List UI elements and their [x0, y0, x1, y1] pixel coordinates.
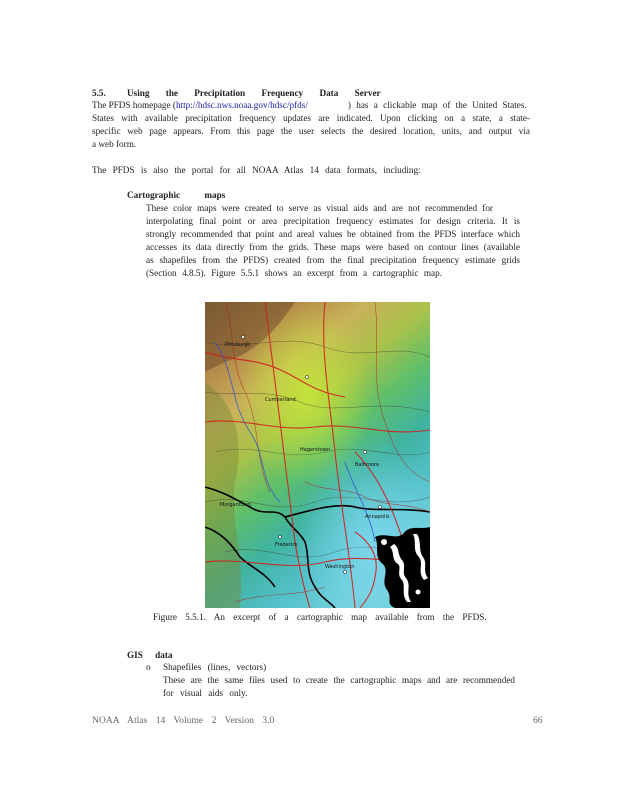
intro-line-4: a web form. — [92, 139, 137, 149]
map-label: Baltimore — [355, 462, 380, 468]
cartographic-heading: Cartographic maps — [127, 190, 226, 200]
map-label: Hagerstown — [300, 447, 331, 453]
cartographic-map-figure — [205, 302, 430, 608]
intro-text-b: ) has a clickable map of the United States. — [347, 100, 527, 110]
gis-line-1: These are the same files used to create the cartographic maps and are recommended — [163, 675, 515, 685]
cartographic-line-5: as shapefiles from the PFDS) created from the final precipitation frequency estimate grids — [146, 255, 520, 265]
footer-title: NOAA Atlas 14 Volume 2 Version 3.0 — [92, 715, 275, 726]
gis-line-2: for visual aids only. — [163, 688, 248, 698]
cartographic-line-3: strongly recommended that point and areal values be obtained from the PFDS interface which — [146, 229, 520, 239]
intro-text-a: The PFDS homepage ( — [92, 100, 176, 110]
intro-line-3: specific web page appears. From this page the user selects the desired location, units, and output via — [92, 126, 530, 136]
figure-caption: Figure 5.5.1. An excerpt of a cartographic map available from the PFDS. — [153, 612, 487, 622]
shapefiles-heading: Shapefiles (lines, vectors) — [163, 662, 267, 672]
map-label: Morgantown — [220, 502, 252, 508]
map-label: Pittsburgh — [225, 342, 251, 348]
map-label: Cumberland — [265, 397, 296, 403]
map-label: Annapolis — [365, 514, 390, 520]
portal-text: The PFDS is also the portal for all NOAA Atlas 14 data formats, including: — [92, 165, 421, 175]
cartographic-line-6: (Section 4.8.5). Figure 5.5.1 shows an excerpt from a cartographic map. — [146, 268, 442, 278]
section-title: Using the Precipitation Frequency Data Server — [127, 88, 381, 98]
page-number: 66 — [533, 715, 543, 726]
map-label: Frederick — [275, 542, 298, 548]
cartographic-line-1: These color maps were created to serve as visual aids and are not recommended for — [146, 203, 493, 213]
cartographic-line-2: interpolating final point or area precipitation frequency estimates for design criteria. It is — [146, 216, 520, 226]
sub-bullet-icon: o — [146, 662, 151, 672]
intro-line-1 — [92, 99, 530, 112]
gis-heading: GIS data — [127, 650, 173, 660]
pfds-homepage-link[interactable]: http://hdsc.nws.noaa.gov/hdsc/pfds/ — [175, 100, 308, 110]
cartographic-line-4: accesses its data directly from the grids. These maps were based on contour lines (available — [146, 242, 520, 252]
section-number: 5.5. — [92, 88, 106, 98]
intro-line-2: States with available precipitation frequency updates are indicated. Upon clicking on a state, a state- — [92, 113, 530, 123]
map-label: Washington — [325, 564, 355, 570]
